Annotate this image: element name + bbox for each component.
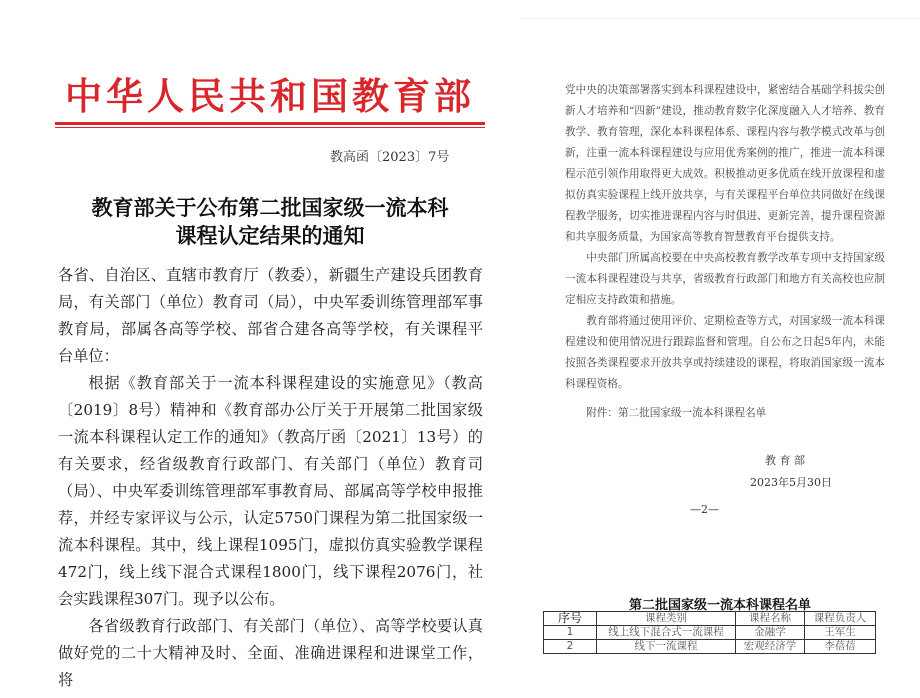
cell: 线上线下混合式一流课程 (597, 626, 736, 640)
page-number: —2— (690, 503, 719, 516)
paragraph-2: 各省级教育行政部门、有关部门（单位）、高等学校要认真做好党的二十大精神及时、全面、准确进课程和进课堂工作，将 (58, 617, 483, 689)
cell: 2 (544, 640, 597, 654)
header-cell: 序号 (544, 612, 597, 626)
cell: 1 (544, 626, 597, 640)
table-row (544, 626, 876, 640)
right-paragraph-2: 中央部门所属高校要在中央高校教育教学改革专项中支持国家级一流本科课程建设与共享，省级教育行政部门和地方有关高校也应制定相应支持政策和措施。 (565, 252, 885, 306)
course-list-title: 第二批国家级一流本科课程名单 (628, 598, 811, 613)
header-cell: 课程负责人 (805, 612, 876, 626)
right-paragraph-3: 教育部将通过使用评价、定期检查等方式，对国家级一流本科课程建设和使用情况进行跟踪监督和管理。自公布之日起5年内，未能按照各类课程要求开放共享或持续建设的课程，将取消国家级一流本科课程资格。 (565, 315, 885, 390)
page-edge (520, 18, 920, 19)
addressee: 各省、自治区、直辖市教育厅（教委），新疆生产建设兵团教育局，有关部门（单位）教育司（局），中央军委训练管理部军事教育局，部属各高等学校、部省合建各高等学校，有关课程平台单位： (58, 266, 483, 365)
table-row (544, 640, 876, 654)
doc-number: 教高函〔2023〕7号 (330, 150, 450, 165)
signature: 教 育 部 (765, 454, 805, 467)
masthead: 中华人民共和国教育部 (65, 75, 475, 118)
course-table (543, 611, 876, 654)
right-page-body (565, 80, 885, 424)
doc-title-line-2: 课程认定结果的通知 (175, 223, 365, 248)
header-cell: 课程类别 (597, 612, 736, 626)
doc-title-line-1: 教育部关于公布第二批国家级一流本科 (91, 195, 449, 220)
table-header-row (544, 612, 876, 626)
red-divider-thin (55, 127, 485, 128)
left-page-body (58, 262, 483, 694)
cell: 金融学 (736, 626, 805, 640)
right-paragraph-1: 党中央的决策部署落实到本科课程建设中，紧密结合基础学科拔尖创新人才培养和“四新”建设，推动教育数字化深度融入人才培养、教育教学、教育管理，深化本科课程体系、课程内容与教学模式改革与创新，注重一流本科课程建设与应用优秀案例的推广，推进一流本科课程示范引领作用取得更大成效。积极推动更多优质在线开放课程和虚拟仿真实验课程上线开放共享，与有关课程平台单位共同做好在线课程教学服务，切实推进课程内容与时俱进、更新完善，提升课程资源和共享服务质量，为国家高等教育智慧教育平台提供支持。 (565, 84, 885, 243)
cell: 李蓓蓓 (805, 640, 876, 654)
cell: 线下一流课程 (597, 640, 736, 654)
header-cell: 课程名称 (736, 612, 805, 626)
paragraph-1: 根据《教育部关于一流本科课程建设的实施意见》（教高〔2019〕8号）精神和《教育部办公厅关于开展第二批国家级一流本科课程认定工作的通知》（教高厅函〔2021〕13号）的有关要求，经省级教育行政部门、有关部门（单位）教育司（局）、中央军委训练管理部军事教育局、部属高等学校申报推荐，并经专家评议与公示，认定5750门课程为第二批国家级一流本科课程。其中，线上课程1095门，虚拟仿真实验教学课程472门，线上线下混合式课程1800门，线下课程2076门，社会实践课程307门。现予以公布。 (58, 374, 483, 608)
red-divider (55, 122, 485, 125)
cell: 王军生 (805, 626, 876, 640)
date: 2023年5月30日 (750, 476, 832, 489)
attachment-note: 附件：第二批国家级一流本科课程名单 (586, 407, 767, 419)
cell: 宏观经济学 (736, 640, 805, 654)
